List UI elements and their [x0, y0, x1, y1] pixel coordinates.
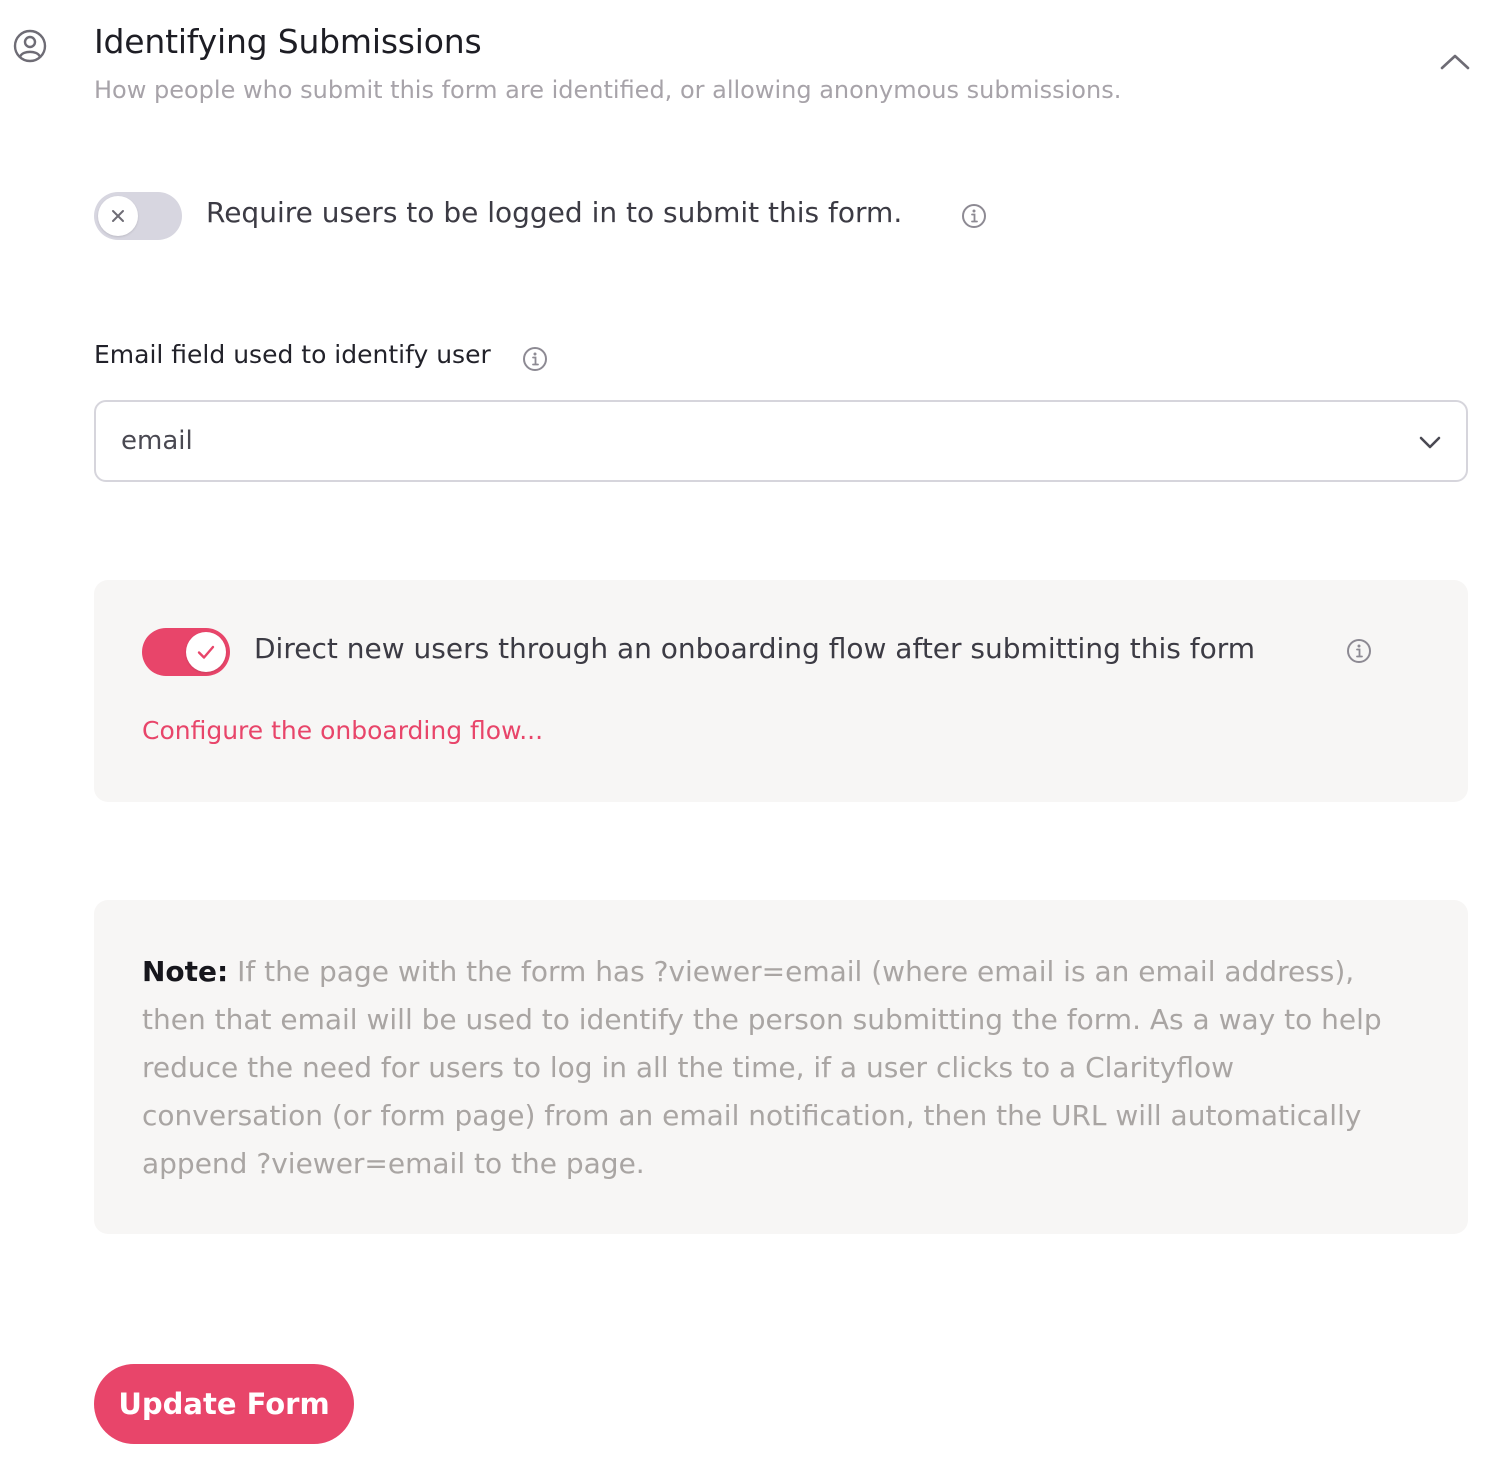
update-form-button[interactable]: Update Form: [94, 1364, 354, 1444]
note-label: Note:: [142, 955, 229, 988]
section-subtitle: How people who submit this form are identified, or allowing anonymous submissions.: [94, 76, 1122, 104]
section-title: Identifying Submissions: [94, 22, 482, 61]
require-login-toggle[interactable]: [94, 192, 182, 240]
info-icon[interactable]: [1345, 637, 1373, 665]
onboarding-panel: [94, 580, 1468, 802]
toggle-knob: [186, 632, 226, 672]
onboarding-label: Direct new users through an onboarding flow after submitting this form: [254, 632, 1256, 665]
toggle-knob: [98, 196, 138, 236]
user-circle-icon: [12, 28, 48, 64]
chevron-down-icon: [1416, 428, 1444, 456]
info-icon[interactable]: [960, 202, 988, 230]
note-body: If the page with the form has ?viewer=email (where email is an email address), then that email will be used to identify the person submitting the form. As a way to help reduce the need for users to log in all the time, if a user clicks to a Clarityflow conversation (or form page) from an email notification, then the URL will automatically append ?viewer=email to the page.: [142, 955, 1382, 1180]
require-login-label: Require users to be logged in to submit this form.: [206, 196, 903, 229]
email-field-select[interactable]: [94, 400, 1468, 482]
email-field-value: email: [121, 426, 193, 456]
chevron-up-icon: [1439, 52, 1471, 72]
configure-onboarding-link[interactable]: Configure the onboarding flow...: [142, 716, 544, 745]
check-icon: [195, 641, 217, 663]
note-text: [142, 948, 1422, 1188]
email-field-label: Email field used to identify user: [94, 340, 491, 369]
onboarding-toggle[interactable]: [142, 628, 230, 676]
collapse-section-button[interactable]: [1432, 44, 1478, 80]
x-icon: [110, 208, 126, 224]
info-icon[interactable]: [521, 345, 549, 373]
